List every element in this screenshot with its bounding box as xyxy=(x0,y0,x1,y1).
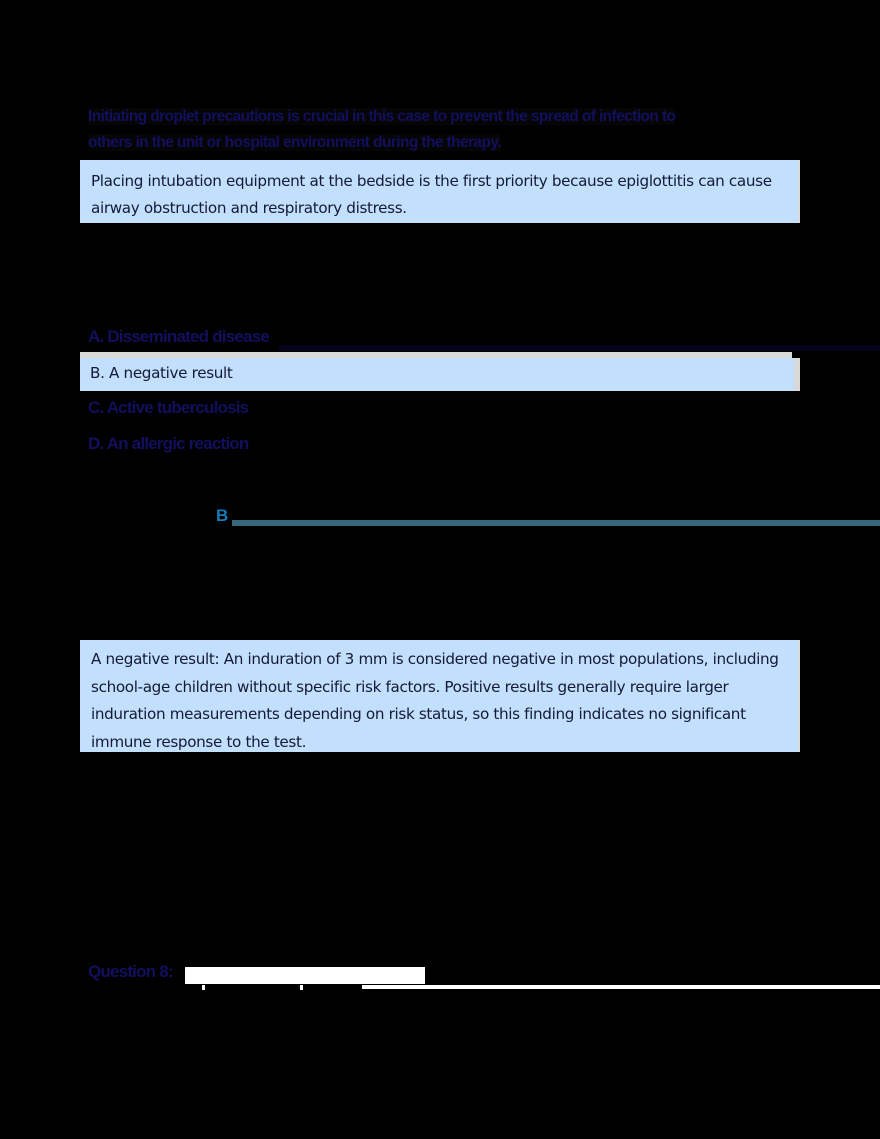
option-d[interactable]: D. An allergic reaction xyxy=(88,434,249,453)
divider xyxy=(278,345,880,351)
option-b-highlighted[interactable]: B. A negative result xyxy=(80,358,800,391)
option-c[interactable]: C. Active tuberculosis xyxy=(88,398,249,417)
answer-explanation-box xyxy=(80,640,800,752)
divider-tick xyxy=(202,985,205,990)
next-question-label: Question 8: xyxy=(88,962,173,981)
rationale-heading xyxy=(88,104,788,156)
rationale-heading-line2: others in the unit or hospital environment during the therapy. xyxy=(88,134,501,151)
rationale-heading-line1: Initiating droplet precautions is crucial in this case to prevent the spread of infection to xyxy=(88,108,676,125)
divider-tick xyxy=(300,985,303,990)
previous-answer-explanation-box xyxy=(80,160,800,223)
answer-rule xyxy=(232,520,880,526)
divider xyxy=(362,985,880,989)
option-a[interactable]: A. Disseminated disease xyxy=(88,327,269,346)
previous-answer-explanation: Placing intubation equipment at the bedside is the first priority because epiglottitis can cause airway obstruction and respiratory distress. xyxy=(91,172,772,217)
question-text-placeholder xyxy=(185,967,425,984)
correct-answer-letter: B xyxy=(216,506,229,525)
answer-explanation: A negative result: An induration of 3 mm is considered negative in most populations, including school-age children without specific risk factors. Positive results generally require larger induration measurements depending on risk status, so this finding indicates no significant immune response to the test. xyxy=(91,650,779,751)
